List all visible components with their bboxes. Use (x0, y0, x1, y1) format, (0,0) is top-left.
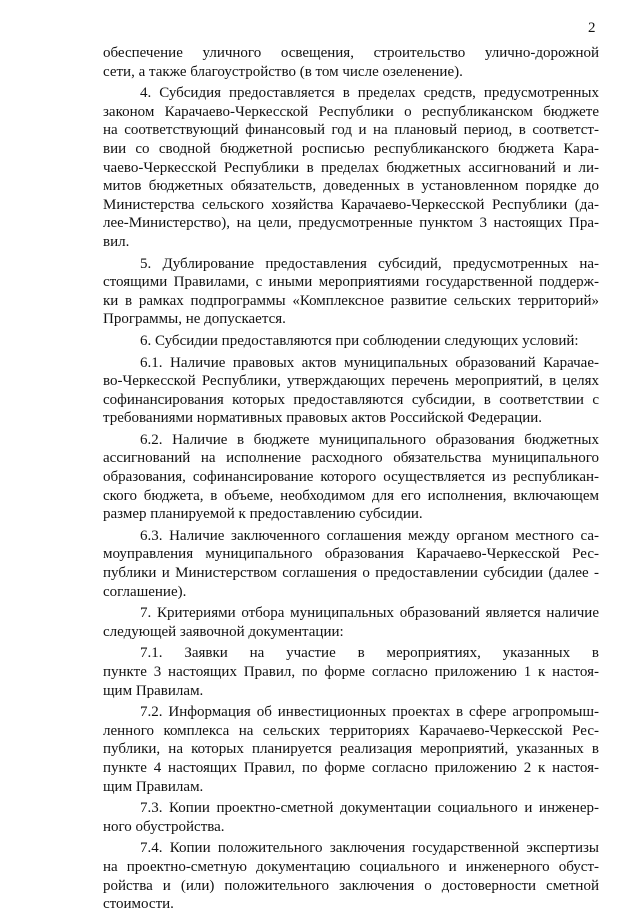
text-line: щим Правилам. (103, 778, 204, 795)
text-line: 6.1. Наличие правовых актов муниципальных образований Карачае- (140, 354, 599, 371)
text-line: 4. Субсидия предоставляется в пределах средств, предусмотренных (140, 85, 599, 102)
paragraph (103, 527, 599, 601)
paragraph (103, 839, 599, 913)
text-line: 7.1. Заявки на участие в мероприятиях, указанных в (140, 645, 599, 662)
text-line: ного обустройства. (103, 818, 225, 835)
paragraph (103, 44, 599, 81)
text-line: пункте 3 настоящих Правил, по форме согласно приложению 1 к настоя- (103, 664, 599, 680)
text-line: стоимости. (103, 896, 174, 913)
paragraph (103, 255, 599, 329)
text-line: размер планируемой к предоставлению субсидии. (103, 506, 423, 523)
text-line: щим Правилам. (103, 682, 204, 699)
text-line: моуправления муниципального образования Карачаево-Черкесской Рес- (103, 546, 599, 563)
text-line: 7.3. Копии проектно-сметной документации социального и инженер- (140, 800, 599, 817)
text-line: на соответствующий финансовый год и на плановый период, в соответст- (103, 122, 599, 139)
text-line: чаево-Черкесской Республики в пределах бюджетных ассигнований и ли- (103, 159, 599, 176)
text-line: стоящими Правилами, с иными мероприятиями государственной поддерж- (103, 274, 599, 291)
text-line: 6. Субсидии предоставляются при соблюдении следующих условий: (140, 332, 579, 349)
text-line: лее-Министерство), на цели, предусмотренные пунктом 3 настоящих Пра- (103, 215, 599, 232)
text-line: пункте 4 настоящих Правил, по форме согласно приложению 2 к настоя- (103, 759, 599, 776)
text-line: на проектно-сметную документацию социального и инженерного обуст- (103, 858, 599, 875)
text-line: ленного комплекса на сельских территориях Карачаево-Черкесской Рес- (103, 722, 599, 739)
text-line: Программы, не допускается. (103, 311, 286, 328)
text-line: 6.3. Наличие заключенного соглашения между органом местного са- (140, 527, 599, 544)
paragraph (103, 644, 599, 700)
text-line: требованиями нормативных правовых актов Российской Федерации. (103, 410, 543, 427)
paragraph (103, 84, 599, 251)
text-line: публики и Министерством соглашения о предоставлении субсидии (далее - (103, 565, 599, 582)
text-line: 5. Дублирование предоставления субсидий, предусмотренных на- (140, 255, 599, 272)
text-line: вил. (103, 233, 130, 250)
text-line: 7.4. Копии положительного заключения государственной экспертизы (140, 840, 599, 857)
text-line: следующей заявочной документации: (103, 623, 344, 640)
text-line: митов бюджетных обязательств, доведенных в установленном порядке до (103, 178, 599, 195)
text-line: 6.2. Наличие в бюджете муниципального образования бюджетных (140, 431, 599, 448)
text-line: ассигнований на исполнение расходного обязательства муниципального (103, 450, 599, 467)
text-line: образования, софинансирование которого осуществляется из республикан- (103, 469, 599, 486)
text-line: ского бюджета, в объеме, необходимом для его исполнения, включающем (103, 487, 599, 504)
text-line: 7. Критериями отбора муниципальных образований является наличие (140, 605, 599, 622)
text-line: законом Карачаево-Черкесской Республики о республиканском бюджете (103, 103, 599, 120)
document-body (103, 44, 599, 914)
text-line: соглашение). (103, 583, 187, 600)
paragraph (103, 604, 599, 641)
text-line: софинансирования которых предоставляются субсидии, в соответствии с (103, 391, 599, 408)
text-line: сети, а также благоустройство (в том числе озеленение). (103, 63, 463, 80)
paragraph (103, 799, 599, 836)
text-line: ройства и (или) положительного заключения о достоверности сметной (103, 877, 599, 894)
paragraph (103, 354, 599, 428)
text-line: публики, на которых планируется реализация мероприятий, указанных в (103, 741, 599, 758)
text-line: 7.2. Информация об инвестиционных проектах в сфере агропромыш- (140, 704, 599, 721)
paragraph (103, 431, 599, 524)
text-line: обеспечение уличного освещения, строительство улично-дорожной (103, 45, 599, 61)
text-line: во-Черкесской Республики, утверждающих перечень мероприятий, в целях (103, 373, 599, 390)
page-number: 2 (588, 20, 596, 36)
paragraph (103, 703, 599, 796)
paragraph (103, 332, 599, 351)
text-line: Министерства сельского хозяйства Карачаево-Черкесской Республики (да- (103, 196, 599, 213)
text-line: ки в рамках подпрограммы «Комплексное развитие сельских территорий» (103, 292, 599, 309)
text-line: вии со сводной бюджетной росписью республиканского бюджета Кара- (103, 140, 599, 157)
